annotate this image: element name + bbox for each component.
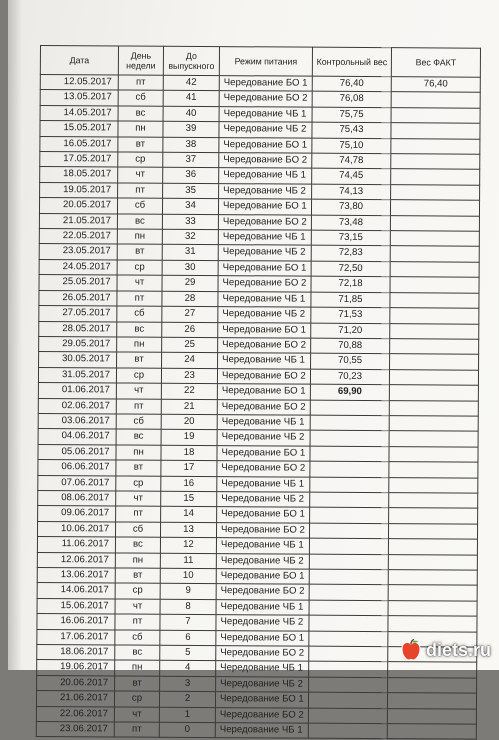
cell-date: 10.06.2017 [37,521,115,537]
cell-fact-weight [390,339,479,355]
cell-fact-weight [388,585,477,601]
cell-days-left: 33 [162,214,218,230]
cell-fact-weight [389,477,478,493]
cell-control-weight: 74,13 [312,184,391,200]
cell-control-weight [310,477,389,493]
cell-fact-weight [387,724,476,740]
cell-control-weight [309,538,388,554]
header-control-weight: Контрольный вес [312,47,391,76]
cell-date: 15.06.2017 [37,598,115,614]
cell-control-weight: 69,90 [310,384,389,400]
cell-day-of-week: вт [117,244,162,260]
cell-days-left: 25 [162,337,218,353]
cell-fact-weight [389,493,478,509]
cell-fact-weight [391,154,480,170]
cell-control-weight: 70,55 [311,353,390,369]
cell-date: 20.06.2017 [37,675,115,691]
cell-day-of-week: вт [117,352,162,368]
cell-control-weight: 74,45 [312,169,391,185]
cell-fact-weight [389,385,478,401]
cell-diet-mode: Чередование БО 2 [216,522,309,538]
cell-date: 05.06.2017 [38,444,116,460]
cell-date: 26.05.2017 [39,290,117,306]
cell-control-weight: 70,23 [310,369,389,385]
cell-control-weight [309,523,388,539]
cell-date: 03.06.2017 [38,413,116,429]
cell-date: 01.06.2017 [38,383,116,399]
cell-control-weight: 76,40 [312,76,391,92]
cell-date: 19.06.2017 [37,660,115,676]
cell-diet-mode: Чередование ЧБ 2 [218,245,311,261]
cell-day-of-week: сб [115,522,160,538]
cell-day-of-week: сб [116,414,161,430]
diets-watermark [399,638,491,662]
paper-edge-shadow [8,0,22,670]
cell-fact-weight [388,554,477,570]
cell-day-of-week: вс [117,214,162,230]
cell-day-of-week: вс [118,106,163,122]
cell-diet-mode: Чередование БО 2 [217,461,310,477]
cell-day-of-week: пн [117,337,162,353]
cell-day-of-week: чт [114,707,159,723]
cell-date: 22.05.2017 [39,229,117,245]
cell-control-weight [309,631,388,647]
cell-control-weight: 73,80 [311,199,390,215]
cell-fact-weight [388,662,477,678]
cell-date: 28.05.2017 [39,321,117,337]
cell-fact-weight [387,708,476,724]
cell-date: 14.06.2017 [37,583,115,599]
cell-control-weight [309,585,388,601]
cell-control-weight [309,569,388,585]
cell-control-weight [310,492,389,508]
cell-fact-weight [388,523,477,539]
cell-days-left: 7 [160,614,216,630]
cell-diet-mode: Чередование ЧБ 2 [219,122,312,138]
cell-diet-mode: Чередование ЧБ 1 [218,291,311,307]
cell-day-of-week: чт [116,491,161,507]
cell-date: 18.06.2017 [37,645,115,661]
cell-diet-mode: Чередование ЧБ 2 [216,615,309,631]
cell-control-weight [309,646,388,662]
cell-control-weight: 71,85 [311,292,390,308]
cell-date: 09.06.2017 [38,506,116,522]
cell-days-left: 23 [161,368,217,384]
cell-days-left: 18 [161,445,217,461]
cell-day-of-week: сб [115,630,160,646]
cell-days-left: 3 [160,676,216,692]
cell-date: 16.06.2017 [37,614,115,630]
cell-date: 21.05.2017 [39,213,117,229]
cell-day-of-week: ср [117,260,162,276]
cell-control-weight [308,692,387,708]
cell-days-left: 14 [161,507,217,523]
cell-days-left: 21 [161,399,217,415]
cell-diet-mode: Чередование БО 2 [219,153,312,169]
cell-days-left: 9 [160,584,216,600]
cell-day-of-week: пт [117,291,162,307]
cell-day-of-week: сб [118,90,163,106]
cell-fact-weight [388,677,477,693]
cell-diet-mode: Чередование БО 2 [217,368,310,384]
cell-day-of-week: ср [116,476,161,492]
cell-days-left: 35 [163,183,219,199]
cell-control-weight [309,677,388,693]
cell-date: 23.06.2017 [36,722,114,738]
cell-diet-mode: Чередование БО 1 [216,569,309,585]
cell-control-weight [308,723,387,739]
cell-date: 27.05.2017 [39,306,117,322]
cell-fact-weight [390,200,479,216]
cell-control-weight: 72,50 [311,261,390,277]
cell-day-of-week: пт [118,75,163,91]
cell-days-left: 30 [162,260,218,276]
cell-fact-weight [391,92,480,108]
cell-fact-weight [390,354,479,370]
apple-logo-icon [399,638,423,662]
cell-control-weight: 70,88 [311,338,390,354]
table-row [36,722,476,740]
cell-fact-weight [390,323,479,339]
cell-diet-mode: Чередование ЧБ 1 [215,723,308,739]
cell-days-left: 24 [162,353,218,369]
cell-day-of-week: чт [117,275,162,291]
cell-day-of-week: пт [116,506,161,522]
cell-diet-mode: Чередование ЧБ 2 [218,307,311,323]
cell-control-weight: 73,15 [311,230,390,246]
cell-control-weight: 74,78 [312,153,391,169]
cell-day-of-week: ср [116,368,161,384]
cell-day-of-week: вт [115,676,160,692]
cell-day-of-week: пн [115,660,160,676]
cell-days-left: 19 [161,430,217,446]
weight-plan-sheet [36,45,481,740]
cell-diet-mode: Чередование ЧБ 1 [216,599,309,615]
cell-day-of-week: вс [115,537,160,553]
cell-date: 30.05.2017 [39,352,117,368]
cell-diet-mode: Чередование БО 2 [215,707,308,723]
cell-date: 08.06.2017 [38,490,116,506]
cell-day-of-week: пн [117,229,162,245]
cell-days-left: 13 [160,522,216,538]
cell-fact-weight [391,107,480,123]
cell-fact-weight [389,431,478,447]
cell-fact-weight [390,292,479,308]
cell-date: 16.05.2017 [40,136,118,152]
cell-days-left: 36 [163,168,219,184]
cell-days-left: 2 [159,691,215,707]
cell-days-left: 12 [160,537,216,553]
cell-days-left: 41 [163,91,219,107]
cell-days-left: 5 [160,645,216,661]
cell-fact-weight [388,616,477,632]
cell-date: 13.05.2017 [40,90,118,106]
cell-date: 18.05.2017 [40,167,118,183]
cell-date: 11.06.2017 [37,537,115,553]
cell-date: 22.06.2017 [36,706,114,722]
cell-date: 17.05.2017 [40,152,118,168]
cell-days-left: 8 [160,599,216,615]
cell-date: 21.06.2017 [36,691,114,707]
cell-diet-mode: Чередование БО 1 [217,445,310,461]
weight-plan-table [36,45,481,740]
cell-fact-weight [390,262,479,278]
cell-fact-weight [390,246,479,262]
cell-diet-mode: Чередование БО 1 [219,137,312,153]
cell-control-weight [309,615,388,631]
cell-fact-weight [391,169,480,185]
cell-diet-mode: Чередование БО 1 [217,507,310,523]
cell-diet-mode: Чередование БО 2 [218,214,311,230]
cell-day-of-week: вт [116,460,161,476]
cell-diet-mode: Чередование ЧБ 2 [217,492,310,508]
cell-date: 19.05.2017 [40,182,118,198]
cell-fact-weight [388,600,477,616]
cell-date: 13.06.2017 [37,567,115,583]
cell-day-of-week: пт [115,614,160,630]
cell-control-weight: 71,53 [311,307,390,323]
cell-control-weight [309,600,388,616]
cell-fact-weight [389,446,478,462]
cell-day-of-week: пн [116,445,161,461]
cell-fact-weight [390,277,479,293]
cell-day-of-week: сб [117,306,162,322]
cell-date: 20.05.2017 [39,198,117,214]
paper-sheet [8,0,499,736]
cell-diet-mode: Чередование БО 2 [216,646,309,662]
cell-day-of-week: сб [117,198,162,214]
cell-date: 17.06.2017 [37,629,115,645]
cell-date: 07.06.2017 [38,475,116,491]
cell-days-left: 1 [159,707,215,723]
header-date: Дата [40,46,118,75]
cell-diet-mode: Чередование БО 1 [217,384,310,400]
cell-fact-weight [390,231,479,247]
cell-days-left: 27 [162,306,218,322]
cell-diet-mode: Чередование ЧБ 1 [218,230,311,246]
cell-days-left: 4 [160,661,216,677]
cell-days-left: 31 [162,245,218,261]
cell-diet-mode: Чередование ЧБ 1 [218,353,311,369]
cell-diet-mode: Чередование ЧБ 1 [217,476,310,492]
cell-day-of-week: пн [118,121,163,137]
cell-fact-weight [389,416,478,432]
cell-control-weight: 72,83 [311,246,390,262]
cell-day-of-week: чт [116,383,161,399]
cell-date: 06.06.2017 [38,460,116,476]
cell-day-of-week: пт [118,183,163,199]
cell-day-of-week: чт [115,599,160,615]
watermark-text: diets.ru [425,639,491,660]
cell-date: 02.06.2017 [38,398,116,414]
cell-diet-mode: Чередование ЧБ 1 [216,661,309,677]
cell-days-left: 32 [162,229,218,245]
cell-diet-mode: Чередование БО 2 [217,399,310,415]
cell-date: 14.05.2017 [40,105,118,121]
cell-date: 23.05.2017 [39,244,117,260]
cell-date: 12.06.2017 [37,552,115,568]
cell-diet-mode: Чередование БО 1 [218,260,311,276]
cell-days-left: 28 [162,291,218,307]
cell-day-of-week: пт [114,722,159,738]
cell-diet-mode: Чередование ЧБ 1 [216,538,309,554]
cell-diet-mode: Чередование БО 1 [219,76,312,92]
cell-days-left: 38 [163,137,219,153]
cell-day-of-week: вс [115,645,160,661]
cell-day-of-week: чт [118,167,163,183]
cell-diet-mode: Чередование ЧБ 2 [216,553,309,569]
cell-diet-mode: Чередование ЧБ 1 [219,168,312,184]
cell-days-left: 6 [160,630,216,646]
cell-day-of-week: ср [114,691,159,707]
cell-fact-weight [389,508,478,524]
cell-fact-weight [391,123,480,139]
cell-days-left: 22 [161,383,217,399]
cell-control-weight: 75,43 [312,122,391,138]
cell-day-of-week: вт [118,137,163,153]
cell-fact-weight [389,369,478,385]
cell-diet-mode: Чередование ЧБ 1 [219,106,312,122]
cell-fact-weight [389,400,478,416]
cell-diet-mode: Чередование БО 2 [218,337,311,353]
cell-fact-weight [391,138,480,154]
cell-days-left: 37 [163,152,219,168]
header-day-of-week: День недели [118,46,163,75]
header-diet-mode: Режим питания [219,47,312,77]
cell-fact-weight: 76,40 [391,77,480,93]
cell-date: 31.05.2017 [38,367,116,383]
cell-diet-mode: Чередование ЧБ 2 [217,430,310,446]
cell-day-of-week: ср [118,152,163,168]
cell-control-weight: 75,10 [312,138,391,154]
cell-fact-weight [391,184,480,200]
cell-day-of-week: вс [117,321,162,337]
cell-date: 04.06.2017 [38,429,116,445]
cell-control-weight [310,461,389,477]
cell-control-weight: 73,48 [311,215,390,231]
cell-control-weight [310,431,389,447]
header-days-left: До выпускного [163,46,219,75]
cell-fact-weight [387,693,476,709]
cell-control-weight [310,446,389,462]
cell-fact-weight [389,462,478,478]
cell-date: 15.05.2017 [40,121,118,137]
cell-fact-weight [390,215,479,231]
cell-days-left: 10 [160,568,216,584]
cell-date: 12.05.2017 [40,75,118,91]
cell-date: 25.05.2017 [39,275,117,291]
cell-days-left: 11 [160,553,216,569]
cell-days-left: 17 [161,460,217,476]
cell-day-of-week: ср [115,583,160,599]
cell-fact-weight [388,570,477,586]
cell-diet-mode: Чередование БО 1 [215,692,308,708]
cell-diet-mode: Чередование БО 1 [218,322,311,338]
cell-days-left: 15 [161,491,217,507]
cell-control-weight [310,400,389,416]
cell-control-weight [310,508,389,524]
cell-control-weight: 72,18 [311,276,390,292]
cell-days-left: 29 [162,276,218,292]
cell-days-left: 42 [163,75,219,91]
cell-day-of-week: пт [116,399,161,415]
cell-control-weight [309,554,388,570]
cell-days-left: 26 [162,322,218,338]
cell-days-left: 20 [161,414,217,430]
cell-day-of-week: пн [115,553,160,569]
cell-control-weight: 75,75 [312,107,391,123]
cell-diet-mode: Чередование ЧБ 1 [217,415,310,431]
cell-diet-mode: Чередование ЧБ 2 [219,183,312,199]
cell-days-left: 0 [159,722,215,738]
cell-diet-mode: Чередование БО 2 [216,584,309,600]
table-header-row [40,46,480,78]
cell-days-left: 34 [162,199,218,215]
cell-control-weight: 71,20 [311,323,390,339]
cell-days-left: 16 [161,476,217,492]
cell-date: 29.05.2017 [39,336,117,352]
cell-diet-mode: Чередование ЧБ 2 [216,676,309,692]
cell-diet-mode: Чередование БО 2 [219,91,312,107]
cell-control-weight: 76,08 [312,92,391,108]
cell-fact-weight [388,539,477,555]
header-fact-weight: Вес ФАКТ [391,48,480,78]
cell-day-of-week: вс [116,429,161,445]
cell-diet-mode: Чередование БО 2 [218,276,311,292]
cell-diet-mode: Чередование БО 1 [218,199,311,215]
cell-control-weight [310,415,389,431]
cell-control-weight [308,708,387,724]
cell-day-of-week: вт [115,568,160,584]
cell-fact-weight [390,308,479,324]
cell-date: 24.05.2017 [39,259,117,275]
cell-diet-mode: Чередование БО 1 [216,630,309,646]
cell-days-left: 40 [163,106,219,122]
cell-days-left: 39 [163,121,219,137]
